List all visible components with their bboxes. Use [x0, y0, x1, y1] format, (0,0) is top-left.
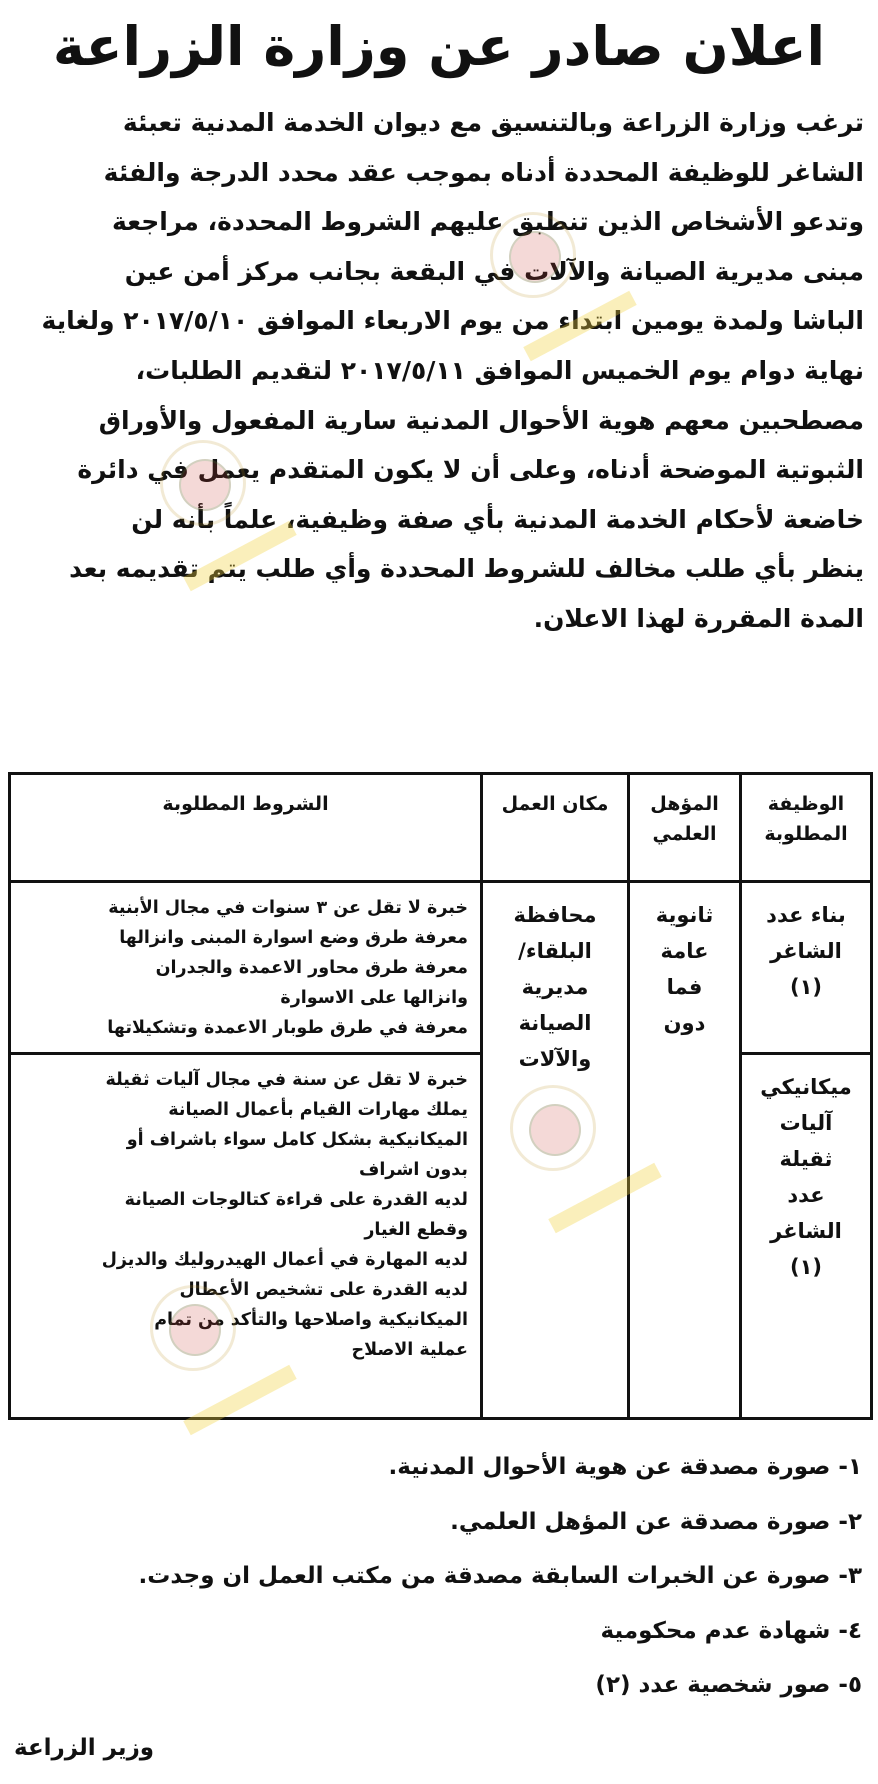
condition-line: لديه المهارة في أعمال الهيدروليك والديزل: [101, 1250, 468, 1270]
qualification-line: فما: [666, 975, 703, 999]
condition-line: معرفة طرق محاور الاعمدة والجدران: [155, 958, 468, 978]
intro-line: خاضعة لأحكام الخدمة المدنية بأي صفة وظيفية، علماً بأنه لن: [131, 504, 864, 534]
intro-line: مصطحبين معهم هوية الأحوال المدنية سارية المفعول والأوراق: [98, 405, 864, 435]
document-item: ٣- صورة عن الخبرات السابقة مصدقة من مكتب العمل ان وجدت.: [138, 1563, 862, 1589]
header-qualification-line: المؤهل: [650, 793, 719, 815]
workplace-line: مديرية: [521, 975, 589, 999]
announcement-title: اعلان صادر عن وزارة الزراعة: [52, 15, 826, 78]
header-place: [482, 774, 629, 882]
header-place-line: مكان العمل: [501, 793, 609, 815]
job-line: آليات: [779, 1111, 833, 1135]
intro-line: ترغب وزارة الزراعة وبالتنسيق مع ديوان الخدمة المدنية تعبئة: [122, 108, 864, 137]
workplace-line: الصيانة: [518, 1011, 592, 1035]
condition-line: عملية الاصلاح: [351, 1340, 468, 1360]
intro-line: ينظر بأي طلب مخالف للشروط المحددة وأي طلب يتم تقديمه بعد: [69, 554, 864, 584]
header-job-line: الوظيفة: [767, 793, 845, 815]
document-item: ٤- شهادة عدم محكومية: [600, 1617, 862, 1644]
intro-paragraph: [14, 98, 864, 644]
table-row: [10, 882, 872, 1054]
job-line: ثقيلة: [779, 1147, 833, 1171]
header-job: [741, 774, 872, 882]
signature: وزير الزراعة: [14, 1735, 155, 1761]
condition-line: وقطع الغيار: [364, 1220, 468, 1240]
job-line: (١): [789, 975, 823, 999]
intro-line: وتدعو الأشخاص الذين تنطبق عليهم الشروط المحددة، مراجعة: [111, 207, 864, 237]
header-qualification-line: العلمي: [652, 823, 717, 845]
header-job-line: المطلوبة: [764, 823, 848, 845]
requirements-table: [8, 772, 873, 1420]
intro-line: نهاية دوام يوم الخميس الموافق ٢٠١٧/٥/١١ لتقديم الطلبات،: [135, 355, 864, 385]
job-line: عدد: [787, 1183, 825, 1207]
condition-line: معرفة في طرق طوبار الاعمدة وتشكيلاتها: [107, 1018, 468, 1038]
intro-line: المدة المقررة لهذا الاعلان.: [533, 603, 864, 633]
header-conditions-line: الشروط المطلوبة: [162, 793, 329, 815]
condition-line: خبرة لا تقل عن ٣ سنوات في مجال الأبنية: [108, 898, 468, 918]
condition-line: الميكانيكية واصلاحها والتأكد من تمام: [154, 1310, 468, 1330]
workplace-cell: [482, 882, 629, 1419]
qualification-line: عامة: [660, 939, 709, 963]
condition-line: معرفة طرق وضع اسوارة المبنى وانزالها: [119, 928, 468, 948]
intro-line: الثبوتية الموضحة أدناه، وعلى أن لا يكون المتقدم يعمل في دائرة: [77, 455, 864, 485]
document-item: ٢- صورة مصدقة عن المؤهل العلمي.: [450, 1508, 862, 1535]
intro-line: الشاغر للوظيفة المحددة أدناه بموجب عقد محدد الدرجة والفئة: [103, 157, 864, 187]
conditions-cell-builder: [10, 882, 482, 1054]
condition-line: لديه القدرة على تشخيص الأعطال: [179, 1280, 468, 1300]
document-item: ٥- صور شخصية عدد (٢): [595, 1672, 862, 1698]
job-line: ميكانيكي: [760, 1075, 852, 1099]
condition-line: بدون اشراف: [358, 1160, 468, 1180]
condition-line: خبرة لا تقل عن سنة في مجال آليات ثقيلة: [105, 1070, 468, 1090]
qualification-line: دون: [663, 1011, 706, 1035]
qualification-cell: [629, 882, 741, 1419]
intro-line: الباشا ولمدة يومين ابتداء من يوم الاربعاء الموافق ٢٠١٧/٥/١٠ ولغاية: [41, 306, 864, 336]
header-qualification: [629, 774, 741, 882]
intro-line: مبنى مديرية الصيانة والآلات في البقعة بجانب مركز أمن عين: [124, 256, 864, 286]
header-conditions: [10, 774, 482, 882]
job-line: بناء عدد: [766, 903, 846, 927]
table-header-row: [10, 774, 872, 882]
workplace-line: والآلات: [518, 1047, 592, 1071]
workplace-line: محافظة: [513, 903, 597, 927]
job-line: الشاغر: [770, 1219, 842, 1243]
required-documents-list: [12, 1440, 862, 1713]
condition-line: لديه القدرة على قراءة كتالوجات الصيانة: [124, 1190, 468, 1210]
condition-line: وانزالها على الاسوارة: [280, 988, 468, 1008]
job-cell-mechanic: [741, 1054, 872, 1419]
conditions-cell-mechanic: [10, 1054, 482, 1419]
requirements-table-wrapper: [8, 772, 873, 1420]
document-item: ١- صورة مصدقة عن هوية الأحوال المدنية.: [388, 1454, 862, 1480]
job-cell-builder: [741, 882, 872, 1054]
condition-line: الميكانيكية بشكل كامل سواء باشراف أو: [126, 1130, 468, 1150]
table-row: [10, 1054, 872, 1419]
condition-line: يملك مهارات القيام بأعمال الصيانة: [168, 1100, 468, 1120]
job-line: الشاغر: [770, 939, 842, 963]
workplace-line: البلقاء/: [518, 939, 592, 963]
qualification-line: ثانوية: [655, 903, 714, 927]
job-line: (١): [789, 1255, 823, 1279]
